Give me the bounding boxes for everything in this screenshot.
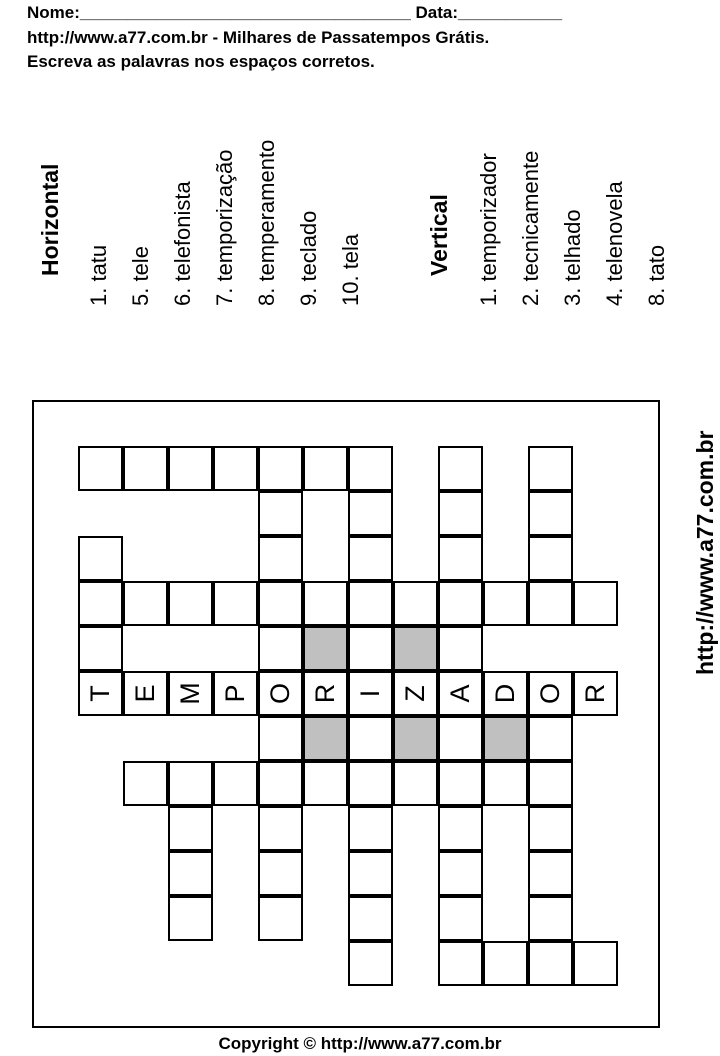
grid-cell[interactable] <box>438 491 483 536</box>
grid-cell[interactable] <box>528 761 573 806</box>
grid-cell[interactable] <box>483 671 528 716</box>
vertical-clue: 3. telhado <box>560 209 585 306</box>
shaded-cell[interactable] <box>483 716 528 761</box>
grid-cell[interactable] <box>78 581 123 626</box>
cell-letter: O <box>535 683 565 705</box>
grid-cell[interactable] <box>438 536 483 581</box>
grid-cell[interactable] <box>123 671 168 716</box>
grid-cell[interactable] <box>438 941 483 986</box>
grid-cell[interactable] <box>303 671 348 716</box>
grid-cell[interactable] <box>348 626 393 671</box>
grid-cell[interactable] <box>348 896 393 941</box>
grid-cell[interactable] <box>258 896 303 941</box>
grid-cell[interactable] <box>303 581 348 626</box>
grid-cell[interactable] <box>438 851 483 896</box>
grid-cell[interactable] <box>393 581 438 626</box>
grid-cell[interactable] <box>348 851 393 896</box>
grid-cell[interactable] <box>213 671 258 716</box>
grid-cell[interactable] <box>348 806 393 851</box>
grid-cell[interactable] <box>258 851 303 896</box>
grid-cell[interactable] <box>258 446 303 491</box>
cell-letter: I <box>355 689 385 698</box>
grid-cell[interactable] <box>438 626 483 671</box>
grid-cell[interactable] <box>348 761 393 806</box>
horizontal-clue: 5. tele <box>128 246 153 306</box>
grid-cell[interactable] <box>483 941 528 986</box>
grid-cell[interactable] <box>528 491 573 536</box>
grid-cell[interactable] <box>78 446 123 491</box>
grid-cell[interactable] <box>573 581 618 626</box>
grid-cell[interactable] <box>348 941 393 986</box>
horizontal-clue: 9. teclado <box>296 210 321 306</box>
vertical-clue: 2. tecnicamente <box>518 150 543 306</box>
grid-cell[interactable] <box>303 446 348 491</box>
grid-cell[interactable] <box>168 671 213 716</box>
grid-cell[interactable] <box>213 761 258 806</box>
grid-cell[interactable] <box>258 716 303 761</box>
grid-cell[interactable] <box>528 671 573 716</box>
cell-letter: M <box>175 682 205 705</box>
grid-cell[interactable] <box>348 491 393 536</box>
grid-cell[interactable] <box>78 536 123 581</box>
grid-cell[interactable] <box>168 581 213 626</box>
side-url: http://www.a77.com.br <box>692 430 718 675</box>
cell-letter: R <box>310 683 340 704</box>
grid-cell[interactable] <box>438 446 483 491</box>
grid-cell[interactable] <box>438 806 483 851</box>
grid-cell[interactable] <box>168 806 213 851</box>
shaded-cell[interactable] <box>393 716 438 761</box>
horizontal-clue: 1. tatu <box>86 244 111 306</box>
grid-cell[interactable] <box>168 851 213 896</box>
grid-cell[interactable] <box>573 941 618 986</box>
grid-cell[interactable] <box>483 581 528 626</box>
grid-cell[interactable] <box>528 446 573 491</box>
grid-cell[interactable] <box>528 536 573 581</box>
cell-letter: A <box>445 684 475 703</box>
grid-cell[interactable] <box>393 761 438 806</box>
horizontal-clue: 10. tela <box>338 233 363 306</box>
grid-cell[interactable] <box>438 896 483 941</box>
cell-letter: Z <box>400 685 430 702</box>
grid-cell[interactable] <box>258 536 303 581</box>
grid-cell[interactable] <box>438 761 483 806</box>
vertical-clue: 8. tato <box>644 244 669 306</box>
cell-letter: D <box>490 683 520 704</box>
vertical-title: Vertical <box>426 194 452 276</box>
grid-cell[interactable] <box>348 446 393 491</box>
grid-cell[interactable] <box>258 491 303 536</box>
grid-cell[interactable] <box>213 581 258 626</box>
horizontal-clue: 7. temporização <box>212 149 237 306</box>
cell-letter: T <box>85 685 115 702</box>
grid-cell[interactable] <box>303 761 348 806</box>
horizontal-clue: 8. temperamento <box>254 139 279 306</box>
shaded-cell[interactable] <box>303 626 348 671</box>
grid-cell[interactable] <box>78 626 123 671</box>
shaded-cell[interactable] <box>393 626 438 671</box>
grid-cell[interactable] <box>213 446 258 491</box>
grid-cell[interactable] <box>438 581 483 626</box>
grid-cell[interactable] <box>348 581 393 626</box>
site-line: http://www.a77.com.br - Milhares de Passatempos Grátis. <box>27 28 490 47</box>
grid-cell[interactable] <box>528 806 573 851</box>
crossword-frame <box>32 400 660 1028</box>
grid-cell[interactable] <box>258 581 303 626</box>
grid-cell[interactable] <box>168 446 213 491</box>
grid-cell[interactable] <box>258 626 303 671</box>
cell-letter: E <box>130 684 160 703</box>
cell-letter: O <box>265 683 295 705</box>
grid-cell[interactable] <box>78 671 123 716</box>
grid-cell[interactable] <box>573 671 618 716</box>
grid-cell[interactable] <box>528 851 573 896</box>
copyright-footer: Copyright © http://www.a77.com.br <box>218 1034 502 1053</box>
grid-cell[interactable] <box>438 671 483 716</box>
horizontal-clue: 6. telefonista <box>170 181 195 306</box>
grid-cell[interactable] <box>123 581 168 626</box>
cell-letter: R <box>580 683 610 704</box>
grid-cell[interactable] <box>258 761 303 806</box>
grid-cell[interactable] <box>528 716 573 761</box>
grid-cell[interactable] <box>528 581 573 626</box>
grid-cell[interactable] <box>348 671 393 716</box>
grid-cell[interactable] <box>258 671 303 716</box>
grid-cell[interactable] <box>438 716 483 761</box>
vertical-clue: 4. telenovela <box>602 181 627 306</box>
name-date-line: Nome:___________________________________ Data:___________ <box>27 3 563 22</box>
shaded-cell[interactable] <box>303 716 348 761</box>
grid-cell[interactable] <box>528 896 573 941</box>
grid-cell[interactable] <box>483 761 528 806</box>
grid-cell[interactable] <box>393 671 438 716</box>
grid-cell[interactable] <box>258 806 303 851</box>
grid-cell[interactable] <box>528 941 573 986</box>
instruction-line: Escreva as palavras nos espaços corretos. <box>27 52 375 71</box>
grid-cell[interactable] <box>348 536 393 581</box>
horizontal-title: Horizontal <box>37 163 63 276</box>
grid-cell[interactable] <box>123 761 168 806</box>
grid-cell[interactable] <box>168 761 213 806</box>
vertical-clue: 1. temporizador <box>476 153 501 306</box>
grid-cell[interactable] <box>123 446 168 491</box>
grid-cell[interactable] <box>168 896 213 941</box>
grid-cell[interactable] <box>348 716 393 761</box>
cell-letter: P <box>220 684 250 703</box>
